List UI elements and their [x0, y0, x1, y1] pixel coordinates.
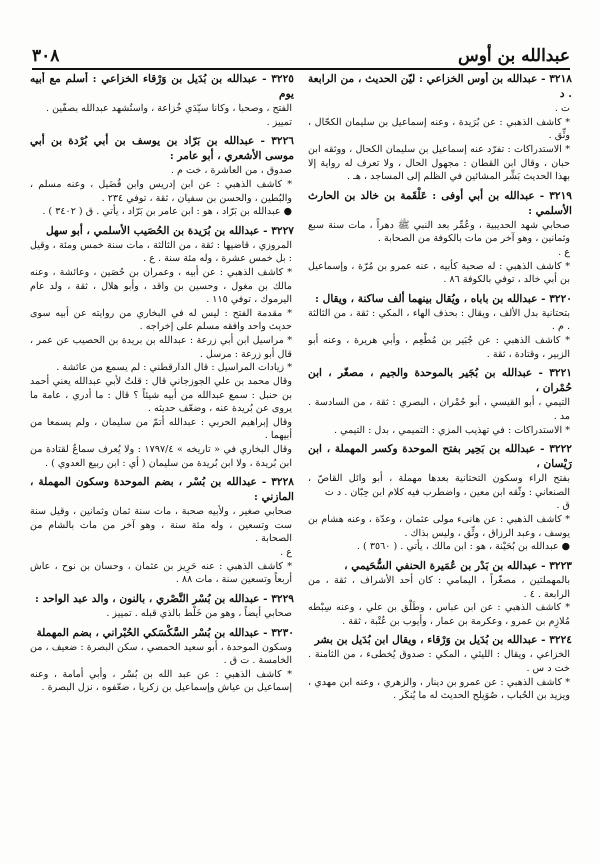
running-title: عبدالله بن أوس	[457, 46, 570, 66]
biography-entry	[308, 189, 572, 287]
entry-heading: ٣٢٢٣ - عبدالله بن بَدْر بن عُمَيرة الحنفي السُّحَيمي ،	[344, 559, 572, 572]
entry-heading: ٣٢١٩ - عبدالله بن أبي أوفى : عَلْقَمة بن خالد بن الحارث الأسلمي :	[308, 189, 572, 217]
entry-line: تمييز .	[266, 116, 292, 128]
text-columns	[30, 72, 572, 857]
entry-line: وسكون الموحدة ، أبو سعيد الحمصي ، سكن البصرة : ضعيف ، من الخامسة . ت ق .	[30, 641, 292, 667]
entry-heading: ٣٢٢٠ - عبدالله بن باباه ، ويُقال بينهما ألف ساكنة ، ويقال :	[315, 292, 572, 305]
entry-line: الخزاعي ، ويقال : الليثي ، المكي : صدوق يُخطىء ، من الثامنة . خت د س .	[308, 649, 570, 675]
biography-entry	[308, 292, 572, 361]
entry-line: وقال البخاري في « تاريخه » ١٧٩٧/٤ : ولا يُعرف سماعٌ لقتادة من ابن بُريدة ، ولا ابن بُريدة من سليمان ( أي : ابن ربيع العدوي ) .	[30, 443, 292, 469]
biography-entry	[30, 224, 294, 470]
entry-line: ● عبدالله بن بُحَيْنة ، هو : ابن مالك ، يأتي . ( ٣٥٦٠ ) .	[356, 541, 570, 553]
entry-line: ع .	[558, 247, 570, 258]
entry-line: * كاشف الذهبي : عن جُبَير بن مُطْعِم ، وأبي هريرة ، وعنه أبو الزبير ، وقتادة ، ثقة .	[308, 335, 570, 360]
biography-entry	[308, 559, 572, 628]
entry-heading: ٣٢١٨ - عبدالله بن أوس الخزاعي : ليّن الحديث ، من الرابعة . د	[308, 73, 572, 101]
right-column	[308, 72, 572, 857]
entry-line: * كاشف الذهبي : عن هانىء مولى عثمان ، وعدّة ، وعنه هشام بن يوسف ، وعبد الرزاق ، وثِّق ، وليس بذاك .	[308, 514, 570, 539]
entry-heading: ٣٢٣٠ - عبدالله بن بُسْر السَّكْسَكي الحُبْراني ، بضم المهملة	[36, 626, 294, 639]
entry-heading: ٣٢٢٤ - عبدالله بن بُدَيل بن وَرْقاء ، ويقال ابن بُدَيل بن بشر	[314, 634, 572, 647]
entry-line: * مراسيل ابن أبي زرعة : عبدالله بن بريدة بن الحصيب عن عمر ، قال أبو زرعة : مرسل .	[30, 335, 292, 360]
entry-line: * زيادات المراسيل : قال الدارقطني : لم يسمع من عائشة .	[56, 362, 292, 374]
entry-line: بالمهملتين ، مصغّراً ، اليمامي : كان أحد الأشراف ، ثقة ، من الرابعة . ٤ .	[308, 574, 570, 600]
entry-line: المروزي ، قاضيها : ثقة ، من الثالثة ، مات سنة خمس ومئة ، وقيل : بل خمس عشرة ، وله مئة سنة . ع .	[30, 239, 292, 265]
entry-line: * كاشف الذهبي : عن بُرَيدة ، وعنه إسماعيل بن سليمان الكحّال ، وثِّق .	[308, 116, 570, 142]
entry-line: * كاشف الذهبي : عن أبيه ، وعمران بن حُصَين ، وعائشة ، وعنه مالك بن مغول ، وحسين بن واقد ، وأبو هلال ، ثقة ، ولد عام اليرموك ، توفي ١١٥ .	[30, 267, 292, 306]
biography-entry	[30, 592, 294, 621]
entry-line: ق .	[556, 500, 570, 512]
entry-line: بفتح الراء وسكون التحتانية بعدها مهملة ، أبو وائل القاصّ ، الصنعاني : وثّقه ابن معين ، واضطرب فيه كلام ابن حِبّان . د ت	[308, 473, 570, 498]
entry-line: بتحتانية بدل الألف ، ويقال : بحذف الهاء ، المكي : ثقة ، من الثالثة . م .	[308, 307, 570, 333]
entry-line: صحابي صغير ، ولأبيه صحبة ، مات سنة ثمان وثمانين ، وقيل سنة ست وتسعين ، وله مئة سنة ، وهو آخر من مات بالشام من الصحابة .	[30, 506, 292, 545]
page-number: ٣٠٨	[32, 46, 60, 66]
biography-entry	[30, 475, 294, 587]
entry-line: * كاشف الذهبي : عن عبد الله بن بُسْر ، وأبي أمامة ، وعنه إسماعيل بن عياش وإسماعيل بن زكريا ، ضعّفوه ، نزل البصرة .	[30, 668, 292, 694]
entry-line: التيمي ، أبو القيسي ، أبو حُمْران ، البصري : ثقة ، من السادسة . مد .	[308, 397, 570, 422]
biography-entry	[30, 134, 294, 219]
entry-line: صحابي شهد الحديبية ، وعُمِّر بعد النبي ﷺ دهراً ، مات سنة سبع وثمانين ، وهو آخر من مات بالكوفة من الصحابة .	[308, 219, 570, 245]
entry-line: * كاشف الذهبي : عن ابن عباس ، وطَلْق بن علي ، وعنه سِبْطه مُلازِم بن عمرو ، وعكرمة بن عمار ، وأيوب بن عُتْبة ، ثقة .	[308, 602, 570, 627]
entry-line: ت .	[554, 103, 570, 115]
entry-line: * الاستدراكات : تفرّد عنه إسماعيل بن سليمان الكحال ، ووثقه ابن حبان ، وقال ابن القطان : مجهول الحال ، ولا تعرف له رواية إلا بهذا الحديث بَشِّر المشائين في الظلم إلى المساجد ، هـ .	[308, 143, 570, 183]
biography-entry	[308, 633, 572, 702]
entry-line: * كاشف الذهبي : عن عمرو بن دينار ، والزهري ، وعنه ابن مهدي ، ويزيد بن الحُباب ، صُوَيلح الحديث له ما يُنكَر .	[308, 676, 570, 702]
entry-line: * الاستدراكات : في تهذيب المزي : التميمي ، بدل : التيمي .	[334, 424, 570, 436]
entry-line: صحابي أيضاً ، وهو من خَلْط بالذي قبله . تمييز .	[106, 607, 292, 619]
biography-entry	[30, 72, 294, 129]
biography-entry	[30, 626, 294, 695]
entry-line: صدوق ، من العاشرة ، خت م .	[170, 165, 292, 177]
biography-entry	[308, 442, 572, 554]
entry-heading: ٣٢٢٩ - عبدالله بن بُسْر النَّصْري ، بالنون ، والد عبد الواحد :	[34, 592, 294, 605]
entry-line: * كاشف الذهبي : له صحبة كأبيه ، عنه عمرو بن مُرّة ، وإسماعيل بن أبي خالد ، توفي بالكوفة ٨٦ .	[308, 260, 570, 286]
entry-line: ● عبدالله بن بَرّاد ، هو : ابن عامر بن بَرّاد ، يأتي . ق ( ٣٤٠٢ ) .	[42, 206, 292, 218]
entry-heading: ٣٢٢٦ - عبدالله بن بَرّاد بن يوسف بن أبي بُرْدة بن أبي موسى الأشعري ، أبو عامر :	[30, 135, 294, 163]
entry-heading: ٣٢٢٢ - عبدالله بن بَحِير بفتح الموحدة وكسر المهملة ، ابن رَيْسان ،	[308, 443, 572, 471]
entry-line: * كاشف الذهبي : عن ابن إدريس وابن فُضَيل ، وعنه مسلم ، والبُطين ، والحسن بن سفيان ، ثقة ، توفي ٢٣٤ .	[30, 178, 292, 204]
left-column	[30, 72, 294, 857]
biography-entry	[308, 366, 572, 437]
entry-heading: ٣٢٢٧ - عبدالله بن بُرَيدة بن الحُصَيب الأسلمي ، أبو سهل	[45, 224, 294, 237]
entry-heading: ٣٢٢١ - عبدالله بن بُجَير بالموحدة والجيم ، مصغّر ، ابن حُمْران ،	[308, 367, 572, 395]
entry-heading: ٣٢٢٨ - عبدالله بن بُسْر ، بضم الموحدة وسكون المهملة ، المازني :	[30, 476, 294, 504]
entry-line: ع .	[280, 547, 292, 559]
entry-heading: ٣٢٢٥ - عبدالله بن بُدَيل بن وَرْقاء الخزاعي : أسلم مع أبيه يوم	[30, 73, 294, 101]
entry-line: وقال محمد بن علي الجوزجاني قال : قلتُ لأبي عبدالله يعني أحمد بن حنبل : سمع عبدالله من أبيه شيئاً ؟ قال : ما أدري ، عامة ما يروى عن بُريدة عنه ، وضعّف حديثه .	[30, 375, 292, 415]
page-header	[32, 42, 570, 70]
entry-line: * كاشف الذهبي : عنه حَرِيز بن عثمان ، وحسان بن نوح ، عاش أربعاً وتسعين سنة ، مات ٨٨ .	[30, 560, 292, 586]
entry-line: الفتح ، وصحبا ، وكانا سيّدَي خُزاعة ، واستُشهد عبدالله بصفّين .	[45, 103, 292, 115]
biography-entry	[308, 72, 572, 184]
entry-line: * مقدمة الفتح : ليس له في البخاري من روايته عن أبيه سوى حديث واحد وافقه مسلم على إخراجه .	[30, 307, 292, 333]
entry-line: وقال إبراهيم الحربي : عبدالله أتمّ من سليمان ، ولم يسمعا من أبيهما .	[30, 416, 292, 442]
